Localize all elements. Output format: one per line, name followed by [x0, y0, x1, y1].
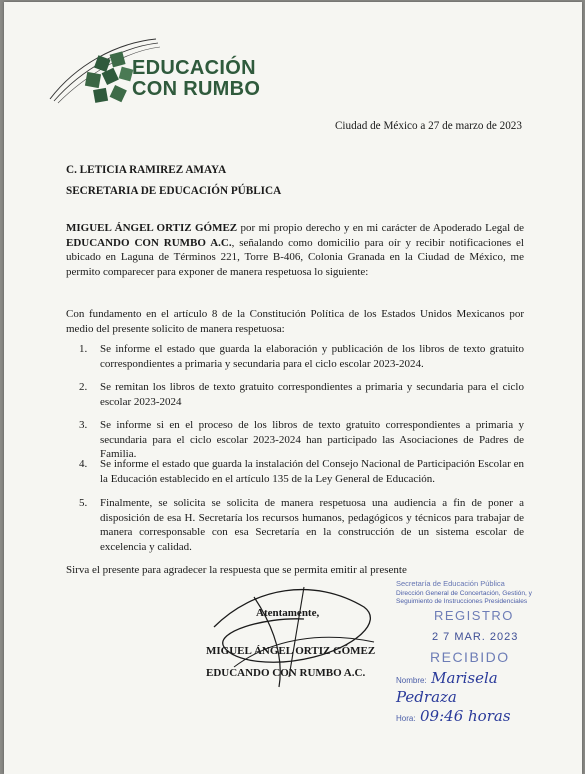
signer-organization: EDUCANDO CON RUMBO A.C.	[206, 667, 366, 679]
stamp-hora-value: 09:46 horas	[420, 707, 511, 725]
logo-line-1: EDUCACIÓN	[132, 57, 256, 79]
request-item: 2. Se remitan los libros de texto gratuito correspondientes a primaria y secundaria para el ciclo escolar 2023-2024	[79, 381, 524, 408]
stamp-recibido: RECIBIDO	[430, 649, 510, 665]
stamp-registro: REGISTRO	[434, 608, 514, 623]
request-item: 5. Finalmente, se solicita se solicita de manera respetuosa una audiencia a fin de poner a disposición de esa H. Secretaría los recursos humanos, pedagógicos y técnicos para trabajar de manera corresponsable con esa Secretaría en la construcción de un sistema escolar de excelencia y calidad.	[79, 497, 524, 553]
reception-stamp	[396, 579, 541, 726]
logo-line-2: CON RUMBO	[132, 78, 261, 100]
intro-text-2: , señalando como domicilio para oír y recibir notificaciones el ubicado en Laguna de Términos 221, Torre B-406, Colonia Granada en la Ciudad de México, me permito comparecer para exponer de manera respetuosa lo siguiente:	[66, 236, 524, 278]
stamp-hora-label: Hora:	[396, 714, 416, 723]
salutation: Atentamente,	[256, 607, 320, 619]
request-item: 3. Se informe si en el proceso de los libros de texto gratuito correspondientes a primaria y secundaria para el ciclo escolar 2023-2024 han participado las Asociaciones de Padres de Familia.	[79, 419, 524, 461]
organization-name: EDUCANDO CON RUMBO A.C.	[66, 236, 232, 249]
foundation-paragraph: Con fundamento en el artículo 8 de la Constitución Política de los Estados Unidos Mexicanos por medio del presente solicito de manera respetuosa:	[66, 308, 524, 335]
stamp-nombre-label: Nombre:	[396, 676, 427, 685]
intro-paragraph	[66, 221, 524, 279]
closing-sentence: Sirva el presente para agradecer la respuesta que se permita emitir al presente	[66, 564, 407, 576]
stamp-department: Secretaría de Educación Pública	[396, 579, 505, 588]
intro-text-1: por mi propio derecho y en mi carácter de Apoderado Legal de	[237, 222, 524, 234]
stamp-nombre-value: Marisela Pedraza	[396, 669, 498, 706]
logo-wordmark	[132, 58, 260, 100]
addressee-name: C. LETICIA RAMIREZ AMAYA	[66, 164, 227, 176]
stamp-date: 2 7 MAR. 2023	[432, 631, 519, 643]
addressee-block	[66, 160, 281, 202]
request-item: 1. Se informe el estado que guarda la elaboración y publicación de los libros de texto gratuito correspondientes a primaria y secundaria para el ciclo escolar 2023-2024.	[79, 343, 524, 370]
signer-name: MIGUEL ÁNGEL ORTIZ GÓMEZ	[206, 645, 376, 657]
letter-page	[4, 2, 582, 774]
stamp-nombre-row	[396, 669, 541, 707]
stamp-unit: Dirección General de Concertación, Gestión, y Seguimiento de Instrucciones Presidenciales	[396, 590, 532, 605]
letter-date: Ciudad de México a 27 de marzo de 2023	[334, 120, 522, 132]
sender-name: MIGUEL ÁNGEL ORTIZ GÓMEZ	[66, 222, 238, 234]
request-item: 4. Se informe el estado que guarda la instalación del Consejo Nacional de Participación Escolar en la Educación establecido en el artículo 135 de la Ley General de Educación.	[79, 458, 524, 485]
addressee-office: SECRETARIA DE EDUCACIÓN PÚBLICA	[66, 185, 282, 197]
stamp-hora-row	[396, 707, 541, 726]
